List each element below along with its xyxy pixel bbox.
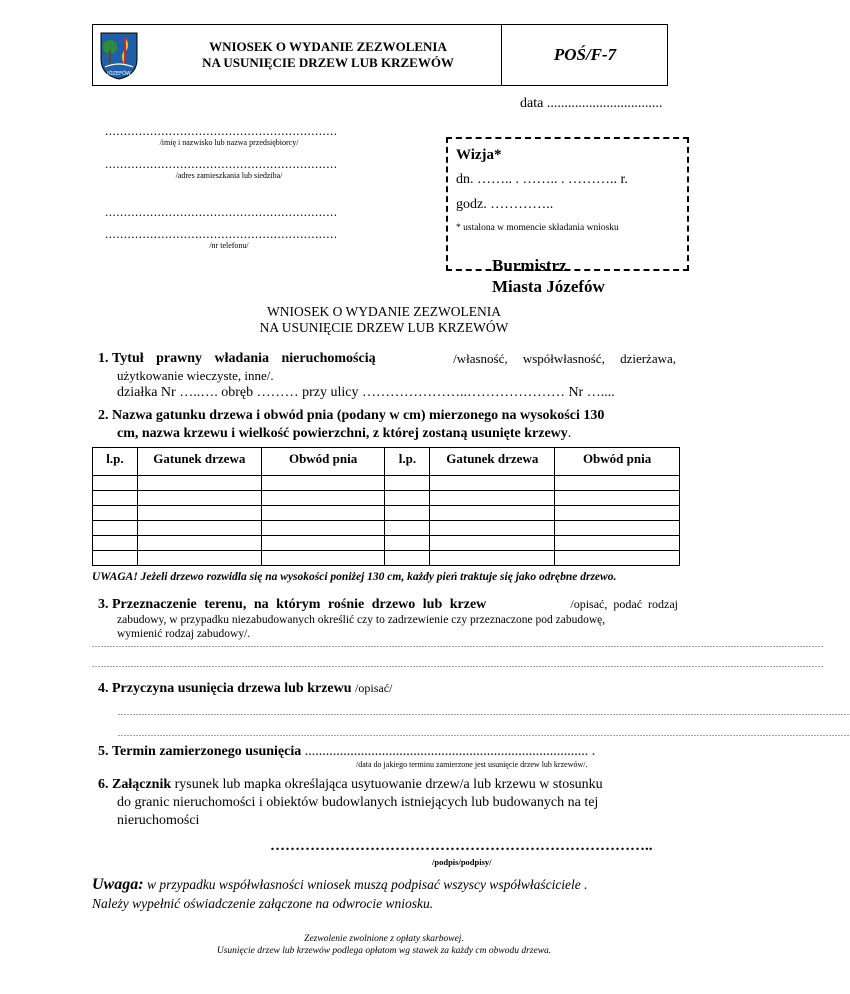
section-2-number: 2.: [98, 408, 109, 423]
section-3-heading: Przeznaczenie terenu, na którym rośnie drzewo lub krzew: [112, 597, 487, 612]
column-header-species: Gatunek drzewa: [137, 448, 261, 476]
section-6-line1: rysunek lub mapka określająca usytuowanie drzew/a lub krzewu w stosunku: [174, 777, 603, 792]
footer-line2: Usunięcie drzew lub krzewów podlega opłatom wg stawek za każdy cm obwodu drzewa.: [216, 946, 552, 956]
section-3-number: 3.: [98, 597, 109, 612]
applicant-phone-block: [105, 204, 353, 250]
recipient: [492, 255, 605, 297]
inspection-box: [446, 137, 689, 271]
applicant-phone-field[interactable]: ..............................................................: [105, 226, 338, 241]
section-3: [98, 597, 678, 641]
applicant-address-caption: /adres zamieszkania lub siedziba/: [175, 171, 283, 180]
header-title: [163, 39, 493, 71]
section-2-line1: Nazwa gatunku drzewa i obwód pnia (podany w cm) mierzonego na wysokości 130: [112, 408, 605, 423]
section-4-answer-line1[interactable]: ....................................................................................................................................................................................................................................................: [118, 708, 850, 717]
tree-warning: UWAGA! Jeżeli drzewo rozwidla się na wysokości poniżej 130 cm, każdy pień traktuje się jako odrębne drzewo.: [92, 571, 617, 583]
section-3-desc-b: zabudowy, w przypadku niezabudowanych określić czy to zadrzewienie czy przeznaczone pod zabudowę,: [117, 614, 606, 626]
section-3-desc-a: /opisać, podać rodzaj: [570, 597, 678, 611]
applicant-address-field[interactable]: ..............................................................: [105, 156, 338, 171]
form-title: [0, 304, 768, 336]
section-1: [98, 350, 676, 401]
signature-field[interactable]: …………………………………………………………………..: [270, 838, 653, 854]
recipient-line2: Miasta Józefów: [492, 277, 605, 296]
section-5-caption: /data do jakiego terminu zamierzone jest usunięcie drzew lub krzewów/.: [356, 760, 588, 769]
table-row[interactable]: [93, 521, 680, 536]
table-row[interactable]: [93, 476, 680, 491]
section-6-line3: nieruchomości: [117, 813, 200, 828]
header-title-line2: NA USUNIĘCIE DRZEW LUB KRZEWÓW: [202, 55, 454, 70]
applicant-extra-field[interactable]: ..............................................................: [105, 204, 338, 219]
section-1-options-a: /własność, współwłasność, dzierżawa,: [453, 351, 676, 366]
section-1-options-b: użytkowanie wieczyste, inne/.: [117, 368, 274, 383]
applicant-name-caption: /imię i nazwisko lub nazwa przedsiębiorcy/: [159, 138, 299, 147]
form-code: POŚ/F-7: [553, 45, 617, 64]
column-header-circumference-2: Obwód pnia: [555, 448, 680, 476]
section-6-number: 6.: [98, 777, 109, 792]
inspection-date-field[interactable]: dn. …….. . …….. . ……….. r.: [456, 172, 628, 187]
note-label: Uwaga:: [92, 876, 144, 893]
section-5-number: 5.: [98, 744, 109, 759]
table-row[interactable]: [93, 506, 680, 521]
section-3-desc-c: wymienić rodzaj zabudowy/.: [117, 628, 251, 640]
note-text2: Należy wypełnić oświadczenie załączone na odwrocie wniosku.: [92, 896, 434, 911]
note-text1: w przypadku współwłasności wniosek muszą podpisać wszyscy współwłaściciele .: [146, 877, 588, 892]
removal-date-field[interactable]: ................................................................................. .: [304, 744, 596, 759]
date-field[interactable]: data .................................: [520, 96, 663, 111]
inspection-title: Wizja*: [456, 147, 502, 163]
column-header-species-2: Gatunek drzewa: [430, 448, 555, 476]
applicant-name-field[interactable]: ..............................................................: [105, 123, 338, 138]
section-5: [98, 744, 595, 760]
column-header-lp: l.p.: [93, 448, 138, 476]
section-2: 2. Nazwa gatunku drzewa i obwód pnia (podany w cm) mierzonego na wysokości 130 cm, nazwa krzewu i wielkość powierzchni, z której zostaną usunięte krzewy.: [98, 408, 605, 441]
section-2-line2: cm, nazwa krzewu i wielkość powierzchni, z której zostaną usunięte krzewy: [117, 426, 568, 441]
plot-number-field[interactable]: działka Nr …..…. obręb ……… przy ulicy …………………..………………… Nr …....: [117, 385, 615, 400]
table-row[interactable]: [93, 536, 680, 551]
header-divider: [501, 25, 502, 85]
recipient-line1: Burmistrz: [492, 256, 567, 275]
footer: [0, 933, 768, 957]
inspection-note: * ustalona w momencie składania wniosku: [456, 223, 619, 233]
table-row[interactable]: [93, 491, 680, 506]
signature-caption: /podpis/podpisy/: [432, 857, 492, 867]
coat-of-arms-icon: [99, 31, 139, 81]
section-4-heading: Przyczyna usunięcia drzewa lub krzewu: [112, 681, 352, 696]
section-4: [98, 681, 392, 697]
section-1-number: 1.: [98, 351, 109, 366]
form-title-line2: NA USUNIĘCIE DRZEW LUB KRZEWÓW: [259, 320, 509, 335]
section-6: [98, 776, 678, 830]
inspection-time-field[interactable]: godz. …………..: [456, 197, 554, 212]
trees-table: [92, 447, 680, 566]
applicant-name-block: [105, 123, 353, 147]
section-4-answer-line2[interactable]: ....................................................................................................................................................................................................................................................: [118, 729, 850, 738]
column-header-circumference: Obwód pnia: [261, 448, 385, 476]
section-4-number: 4.: [98, 681, 109, 696]
applicant-phone-caption: /nr telefonu/: [209, 241, 249, 250]
section-1-heading: Tytuł prawny władania nieruchomością: [112, 351, 376, 366]
note: [92, 875, 692, 913]
section-4-desc: /opisać/: [355, 681, 393, 695]
section-5-heading: Termin zamierzonego usunięcia: [112, 744, 302, 759]
section-6-heading: Załącznik: [112, 777, 172, 792]
form-title-line1: WNIOSEK O WYDANIE ZEZWOLENIA: [266, 304, 502, 319]
section-3-answer-line2[interactable]: ....................................................................................................................................................................................................................................................: [92, 660, 824, 669]
header-box: [92, 24, 668, 86]
column-header-lp-2: l.p.: [385, 448, 430, 476]
table-header-row: [93, 448, 680, 476]
section-6-line2: do granic nieruchomości i obiektów budowlanych istniejących lub budowanych na tej: [117, 795, 599, 810]
applicant-address-block: [105, 156, 353, 180]
section-3-answer-line1[interactable]: ....................................................................................................................................................................................................................................................: [92, 640, 824, 649]
svg-text:JÓZEFÓW: JÓZEFÓW: [107, 71, 131, 77]
footer-line1: Zezwolenie zwolnione z opłaty skarbowej.: [304, 934, 464, 944]
header-title-line1: WNIOSEK O WYDANIE ZEZWOLENIA: [209, 39, 447, 54]
table-row[interactable]: [93, 551, 680, 566]
